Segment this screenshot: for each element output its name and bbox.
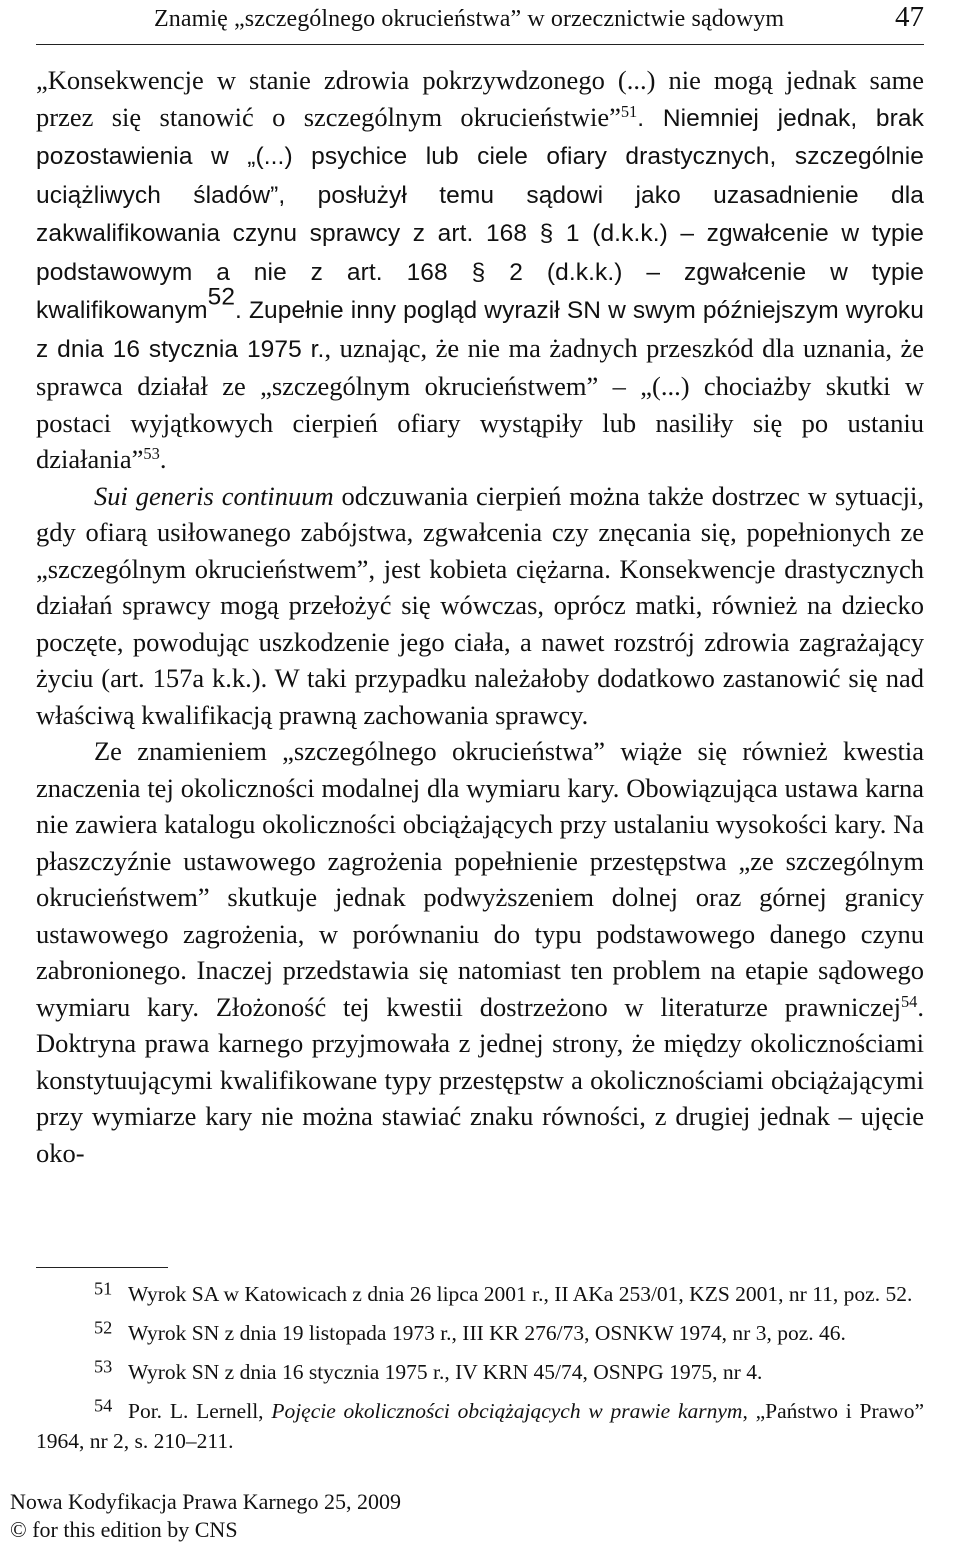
- paragraph-1-text-2: . Zupełnie inny pogląd wyraził SN w swym późniejszym wyroku z dnia 16 stycznia 1975 r.: [36, 297, 924, 363]
- footnote-number: 52: [94, 1317, 113, 1338]
- italic-term: Sui generis continuum: [94, 480, 334, 511]
- footnotes: [36, 1279, 924, 1465]
- footnote-text-end: , „Państwo i Prawo” 1964, nr 2, s. 210–211.: [36, 1399, 924, 1453]
- main-text: [36, 62, 924, 1171]
- footnote-ref-52: 52: [207, 283, 236, 311]
- paragraph-2: [36, 478, 924, 734]
- paragraph-1-end: .: [159, 444, 167, 474]
- footnote-number: 53: [94, 1356, 113, 1377]
- paragraph-1-text: . Niemniej jednak, brak pozostawienia w „(...) psychice lub ciele ofiary drastycznych, szczególnie uciążliwych śladów”, posłużył temu sądowi jako uzasadnienie dla zakwalifikowania czynu sprawcy z art. 168 § 1 (d.k.k.) – zgwałcenie w typie podstawowym a nie z art. 168 § 2 (d.k.k.) – zgwałcenie w typie kwalifikowanym: [36, 104, 924, 324]
- footnote-53: [36, 1357, 924, 1387]
- footnote-italic-title: Pojęcie okoliczności obciążających w prawie karnym: [271, 1399, 743, 1423]
- paragraph-3: [36, 733, 924, 1171]
- footnote-ref-51: 51: [620, 101, 638, 121]
- footnote-text: Wyrok SN z dnia 16 stycznia 1975 r., IV KRN 45/74, OSNPG 1975, nr 4.: [128, 1360, 763, 1384]
- paragraph-3-text-2: . Doktryna prawa karnego przyjmowała z jednej strony, że między okolicznościami konstytuującymi kwalifikowane typy przestępstw a okolicznościami obciążającymi przy wymiarze kary nie można stawiać znaku równości, z drugiej jednak – ujęcie oko-: [36, 991, 924, 1168]
- journal-line: Nowa Kodyfikacja Prawa Karnego 25, 2009: [10, 1489, 401, 1514]
- footnote-text: Wyrok SN z dnia 19 listopada 1973 r., III KR 276/73, OSNKW 1974, nr 3, poz. 46.: [128, 1321, 846, 1345]
- footnote-52: [36, 1318, 924, 1348]
- paragraph-2-text: odczuwania cierpień można także dostrzec w sytuacji, gdy ofiarą usiłowanego zabójstwa, zgwałcenia czy znęcania się, popełnionych ze „szczególnym okrucieństwem”, jest kobieta ciężarna. Konsekwencje drastycznych działań sprawcy mogą przełożyć się wówczas, oprócz matki, również na dziecko poczęte, powodując uszkodzenie jego ciała, a nawet rozstrój zdrowia zagrażający życiu (art. 157a k.k.). W taki przypadku należałoby dodatkowo zastanowić się nad właściwą kwalifikacją prawną zachowania sprawcy.: [36, 480, 924, 730]
- footnote-54: [36, 1396, 924, 1456]
- footnote-divider: [36, 1267, 168, 1268]
- footnote-number: 54: [94, 1395, 113, 1416]
- paragraph-3-text: Ze znamieniem „szczególnego okrucieństwa” wiąże się również kwestia znaczenia tej okoliczności modalnej dla wymiaru kary. Obowiązująca ustawa karna nie zawiera katalogu okoliczności obciążających przy ustalaniu wysokości kary. Na płaszczyźnie ustawowego zagrożenia popełnienie przestępstwa „ze szczególnym okrucieństwem” skutkuje jednak podwyższeniem dolnej oraz górnej granicy ustawowego zagrożenia, w porównaniu do typu podstawowego danego czynu zabronionego. Inaczej przedstawia się natomiast ten problem na etapie sądowego wymiaru kary. Złożoność tej kwestii dostrzeżono w literaturze prawniczej: [36, 736, 924, 1022]
- publication-imprint: [10, 1488, 401, 1544]
- footnote-ref-53: 53: [143, 443, 160, 463]
- footnote-51: [36, 1279, 924, 1309]
- running-title: Znamię „szczególnego okrucieństwa” w orzecznictwie sądowym: [154, 6, 785, 32]
- copyright-line: © for this edition by CNS: [10, 1517, 238, 1542]
- quote-text: „Konsekwencje w stanie zdrowia pokrzywdzonego (...) nie mogą jednak same przez się stanowić o szczególnym okrucieństwie”: [36, 65, 924, 132]
- footnote-number: 51: [94, 1278, 113, 1299]
- footnote-text: Por. L. Lernell,: [128, 1399, 272, 1423]
- paragraph-1: [36, 62, 924, 478]
- page-header: [36, 0, 924, 45]
- footnote-ref-54: 54: [900, 991, 918, 1011]
- paragraph-1-text-3: , uznając, że nie ma żadnych przeszkód dla uznania, że sprawca działał ze „szczególnym okrucieństwem” – „(...) chociażby skutki w postaci wyjątkowych cierpień ofiary wystąpiły lub nasiliły się po ustaniu działania”: [36, 332, 924, 474]
- footnote-text: Wyrok SA w Katowicach z dnia 26 lipca 2001 r., II AKa 253/01, KZS 2001, nr 11, poz. 52.: [128, 1282, 913, 1306]
- page-number: 47: [895, 1, 924, 33]
